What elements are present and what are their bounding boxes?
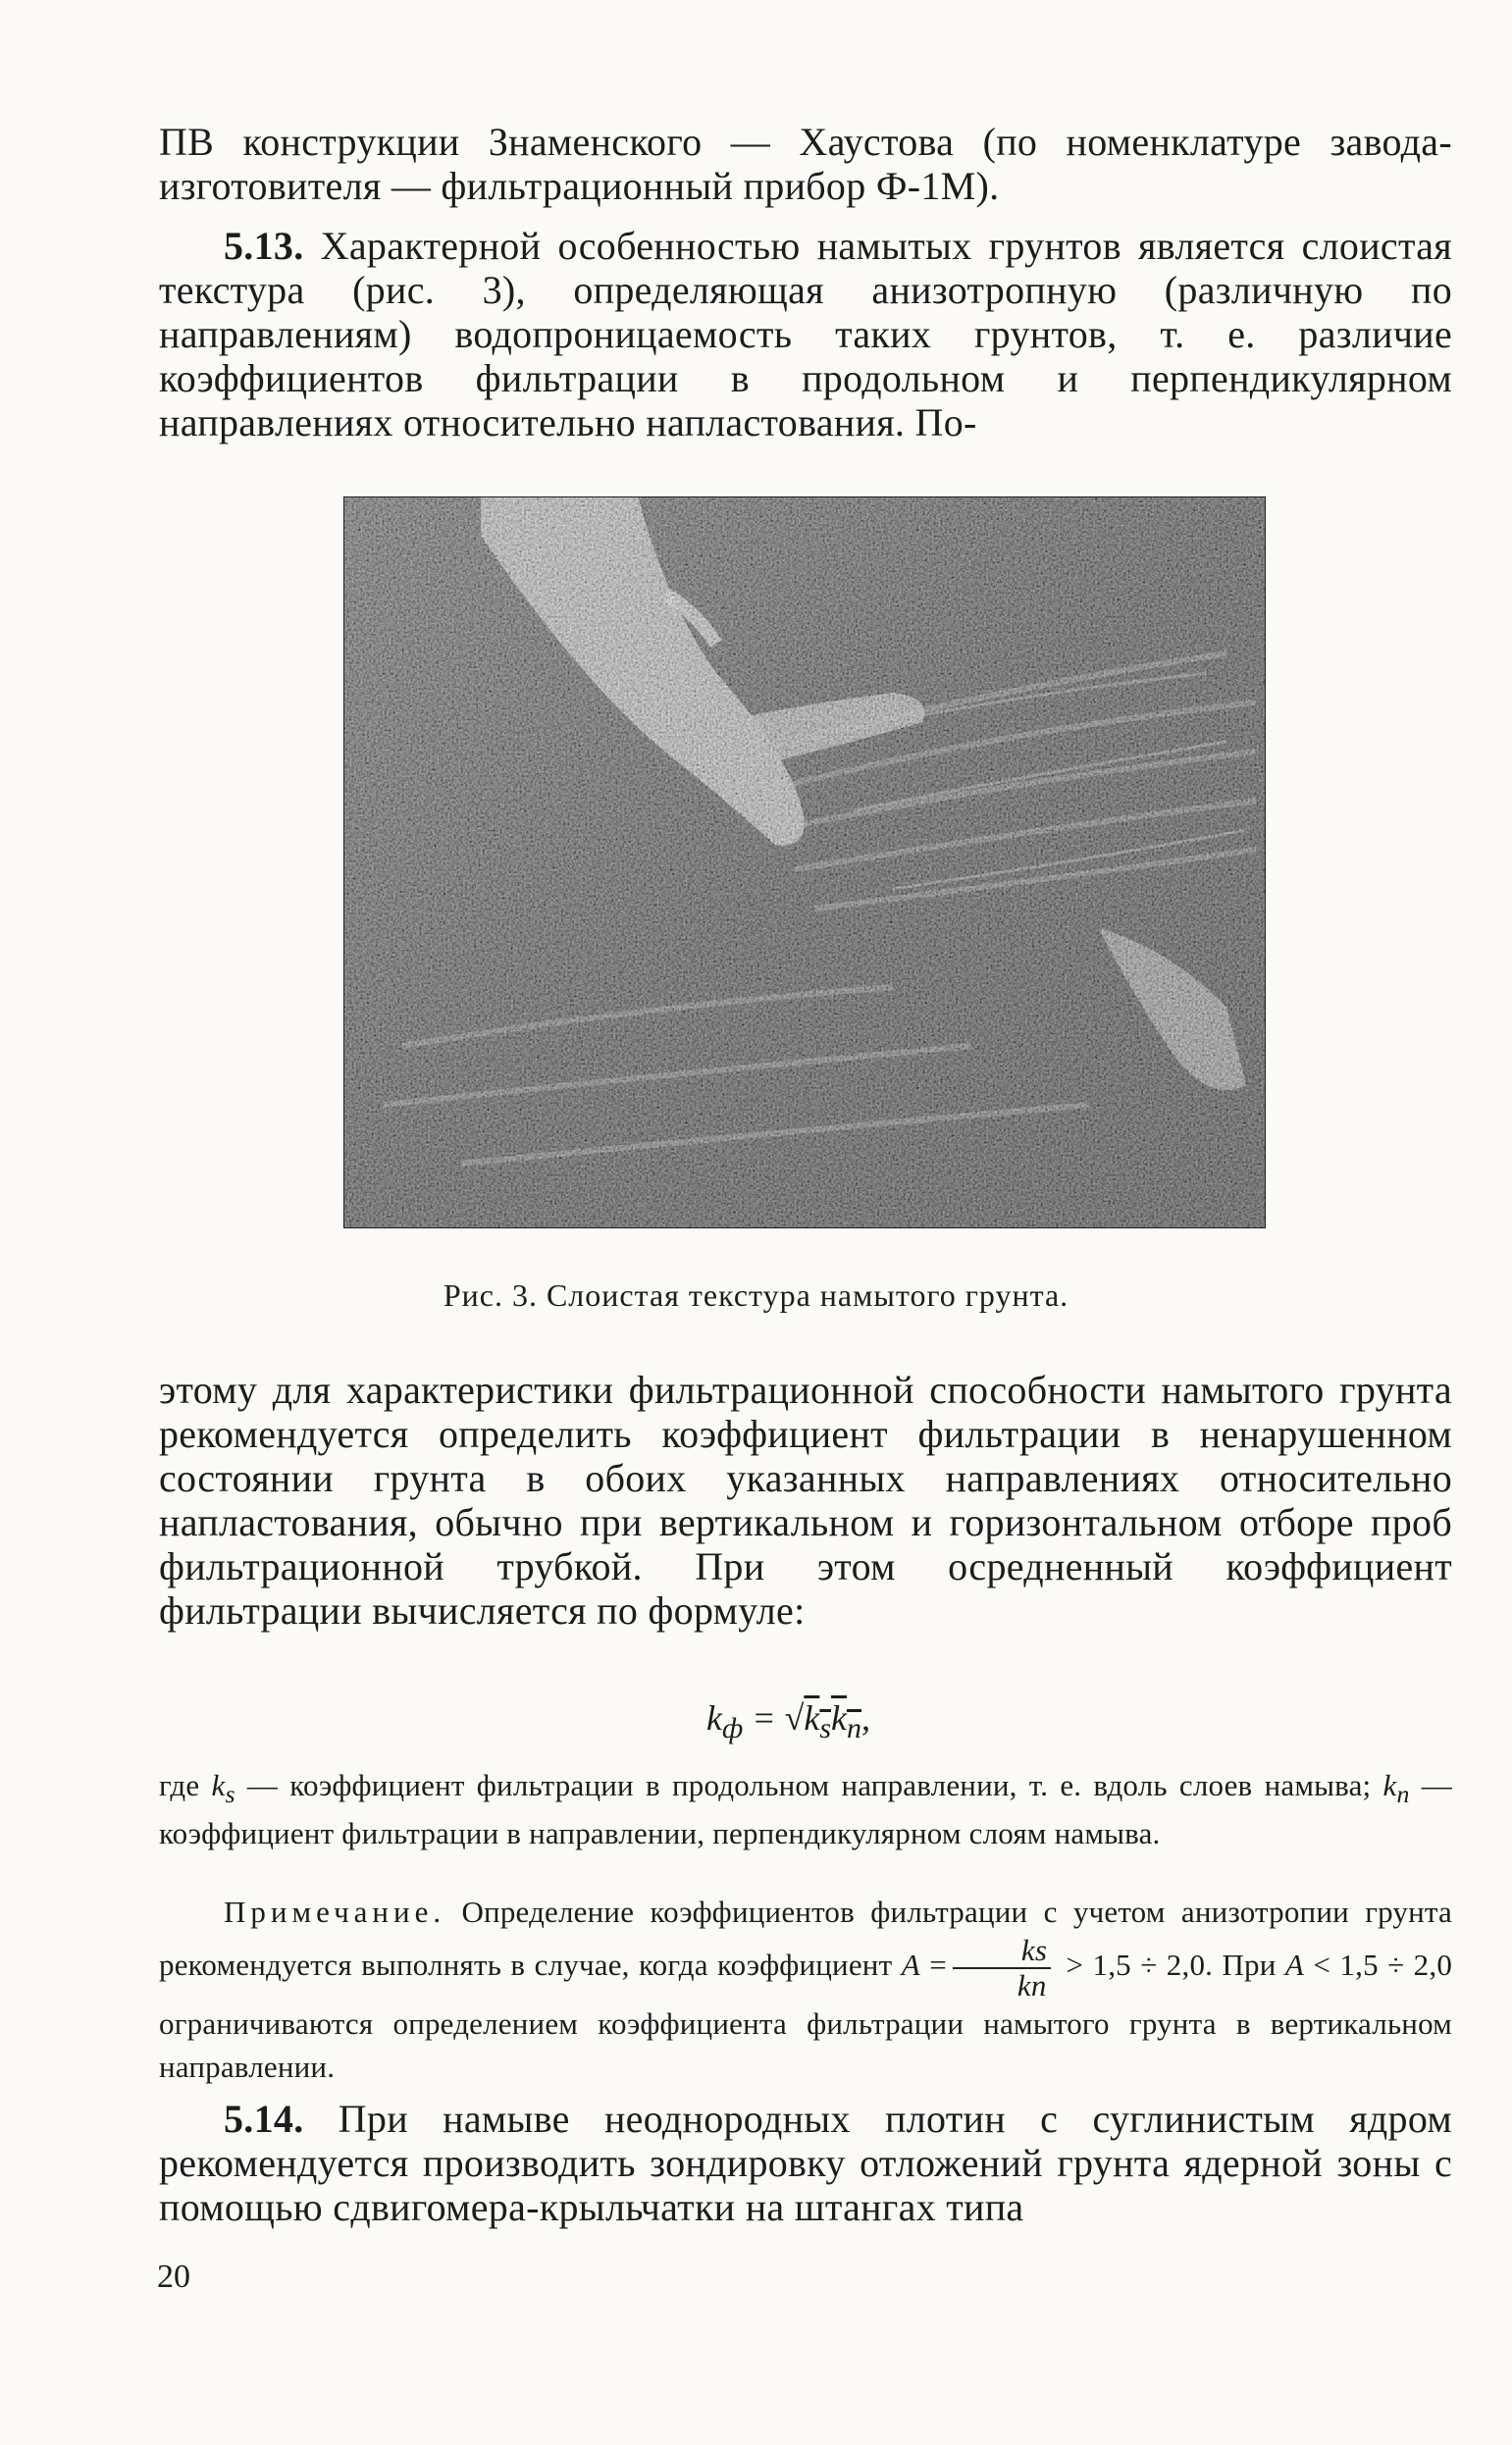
figure-caption: Рис. 3. Слоистая текстура намытого грунта. [443, 1277, 1069, 1313]
formula-radical: √ [784, 1698, 805, 1738]
note-label: Примечание. [224, 1895, 446, 1929]
section-number-5-13: 5.13. [224, 224, 304, 268]
formula-definitions [159, 1766, 1452, 1853]
filtration-formula [706, 1697, 870, 1745]
formula-k-s: k [804, 1698, 820, 1738]
note-A-symbol: A [901, 1948, 920, 1983]
paragraph-5-14 [159, 2097, 1452, 2229]
section-number-5-14: 5.14. [224, 2097, 304, 2141]
definition-kn-symbol: k [1382, 1768, 1397, 1802]
note-condition-1: > 1,5 ÷ 2,0. При [1066, 1948, 1277, 1983]
definitions-where: где [159, 1768, 200, 1802]
definition-kn-text: — коэффициент фильтрации в направлении, перпендикулярном слоям намыва. [159, 1768, 1452, 1851]
definition-ks-text: — коэффициент фильтрации в продольном направлении, т. е. вдоль слоев намыва; [246, 1768, 1372, 1802]
formula-radicand [804, 1698, 862, 1745]
paragraph-continuation-2: этому для характеристики фильтрационной способности намытого грунта рекомендуется определить коэффициент фильтрации в ненарушенном состоянии грунта в обоих указанных направлениях относительно напластования, обычно при вертикальном и горизонтальном отборе проб фильтрационной трубкой. При этом осредненный коэффициент фильтрации вычисляется по формуле: [159, 1368, 1452, 1633]
note-block [159, 1891, 1452, 2089]
fraction-denominator: kn [1017, 1968, 1047, 2003]
formula-comma: , [861, 1698, 871, 1738]
page-number: 20 [157, 2259, 190, 2295]
paragraph-5-13 [159, 224, 1452, 444]
formula-equals: = [743, 1698, 785, 1738]
note-A-symbol-2: A [1284, 1948, 1305, 1983]
paragraph-5-14-text: При намыве неоднородных плотин с суглинистым ядром рекомендуется производить зондировку отложений грунта ядерной зоны с помощью сдвигомера-крыльчатки на штангах типа [159, 2097, 1452, 2229]
soil-texture-photo [343, 496, 1266, 1228]
formula-k-s-subscript: s [819, 1712, 832, 1745]
definition-kn-subscript: n [1396, 1780, 1410, 1809]
note-condition-2: < 1,5 ÷ 2,0 ограничиваются определением коэффициента фильтрации намытого грунта в вертикальном направлении. [159, 1948, 1453, 2084]
formula-k-n: k [831, 1698, 848, 1738]
anisotropy-fraction [953, 1934, 1051, 2003]
fraction-numerator: ks [953, 1934, 1051, 1969]
formula-k-n-subscript: n [847, 1712, 862, 1745]
formula-lhs-subscript: ф [721, 1712, 744, 1745]
definition-ks-symbol: k [211, 1768, 226, 1802]
definition-ks-subscript: s [225, 1780, 235, 1809]
paragraph-5-13-text: Характерной особенностью намытых грунтов является слоистая текстура (рис. 3), определяющая анизотропную (различную по направлениям) водопроницаемость таких грунтов, т. е. различие коэффициентов фильтрации в продольном и перпендикулярном направлениях относительно напластования. По- [159, 224, 1452, 444]
formula-lhs: k [706, 1698, 722, 1738]
note-text-1: Определение коэффициентов фильтрации с учетом анизотропии грунта рекомендуется выполнять в случае, когда коэффициент [159, 1895, 1452, 1983]
paragraph-continuation: ПВ конструкции Знаменского — Хаустова (по номенклатуре завода-изготовителя — фильтрационный прибор Ф-1М). [159, 120, 1452, 208]
note-equals: = [929, 1948, 947, 1983]
